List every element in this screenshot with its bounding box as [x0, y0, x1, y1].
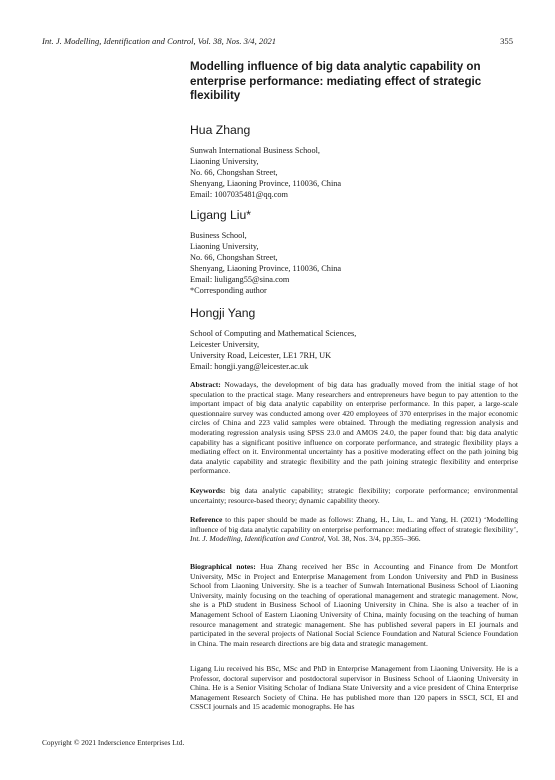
author-affiliation [190, 145, 518, 200]
biographical-notes-author-2 [190, 664, 518, 712]
affiliation-line: No. 66, Chongshan Street, [190, 168, 278, 178]
author-email: Email: hongji.yang@leicester.ac.uk [190, 362, 309, 372]
bio-label: Biographical notes: [190, 562, 256, 571]
bio-text: Ligang Liu received his BSc, MSc and PhD in Enterprise Management from Liaoning University. He is a Professor, doctoral supervisor and postdoctoral supervisor in Business School of Liaoning University in China. He is a Senior Visiting Scholar of Indiana State University and a vice president of China Enterprise Management Research Society of China. He has published more than 120 papers in SSCI, SCI, EI and CSSCI journals and 15 academic monographs. He has [190, 664, 518, 712]
author-affiliation [190, 328, 518, 372]
affiliation-line: Liaoning University, [190, 242, 259, 252]
reference-text: to this paper should be made as follows: Zhang, H., Liu, L. and Yang, H. (2021) ‘Modelling influence of big data analytic capability on enterprise performance: mediating effect of strategic flexibility’, [190, 515, 518, 534]
affiliation-line: No. 66, Chongshan Street, [190, 253, 278, 263]
abstract-text: Nowadays, the development of big data has gradually moved from the initial stage of hot speculation to the practical stage. Many researchers and entrepreneurs have begun to pay attention to the important impact of big data analytic capability on enterprise performance. In this paper, a large-scale questionnaire survey was conducted among over 420 employees of 370 enterprises in the major economic circles of China and 223 valid samples were obtained. Through the mediating regression analysis and moderating regression analysis using SPSS 23.0 and AMOS 24.0, the paper found that: big data analytic capability has a significant positive influence on corporate performance, and strategic flexibility plays a mediating effect on it. Environmental uncertainty has a positive moderating effect on the path joining big data analytic capability and strategic flexibility and the path joining strategic flexibility and enterprise performance. [190, 380, 519, 476]
author-email: Email: liuligang55@sina.com [190, 275, 290, 285]
author-name: Hua Zhang [190, 123, 251, 137]
reference [190, 515, 518, 544]
affiliation-line: School of Computing and Mathematical Sciences, [190, 329, 357, 338]
affiliation-line: Liaoning University, [190, 157, 259, 167]
running-header [42, 36, 513, 46]
reference-label: Reference [190, 515, 223, 524]
bio-text: Hua Zhang received her BSc in Accounting and Finance from De Montfort University, MSc in Project and Enterprise Management from London University and PhD in Business School from Liaoning University. She is a teacher of Sunwah International Business School of Liaoning University, mainly focusing on the teaching of operational management and strategic management. Now, she is a PhD student in Business School of Liaoning University in China. She is also a teacher of in Management School of Eastern Liaoning University of China, mainly focusing on the teaching of human resource management and strategic management. She has published several papers in EI journals and participated in the several projects of National Social Science Foundation and Natural Science Foundation in China. The main research directions are big data and strategic management. [190, 562, 519, 648]
affiliation-line: Sunwah International Business School, [190, 146, 320, 155]
author-email: Email: 1007035481@qq.com [190, 190, 288, 200]
reference-pages: , Vol. 38, Nos. 3/4, pp.355–366. [323, 534, 421, 544]
author-name: Hongji Yang [190, 306, 256, 320]
abstract [190, 380, 518, 476]
author-affiliation [190, 230, 518, 297]
keywords-label: Keywords: [190, 486, 226, 495]
affiliation-line: University Road, Leicester, LE1 7RH, UK [190, 351, 332, 361]
affiliation-line: Business School, [190, 231, 247, 240]
keywords-text: big data analytic capability; strategic flexibility; corporate performance; environmental uncertainty; resource-based theory; dynamic capability theory. [190, 486, 518, 505]
biographical-notes [190, 562, 518, 648]
author-name: Ligang Liu* [190, 208, 251, 222]
journal-citation: Int. J. Modelling, Identification and Control, Vol. 38, Nos. 3/4, 2021 [42, 36, 277, 46]
affiliation-line: Shenyang, Liaoning Province, 110036, China [190, 264, 342, 274]
affiliation-line: Leicester University, [190, 340, 260, 350]
abstract-label: Abstract: [190, 380, 221, 389]
keywords [190, 486, 518, 505]
affiliation-line: Shenyang, Liaoning Province, 110036, China [190, 179, 342, 189]
copyright-footer: Copyright © 2021 Inderscience Enterprises Ltd. [42, 738, 185, 747]
reference-journal: Int. J. Modelling, Identification and Control [190, 534, 324, 544]
page-number: 355 [500, 36, 513, 46]
corresponding-author-note: *Corresponding author [190, 286, 267, 296]
paper-title: Modelling influence of big data analytic capability on enterprise performance: mediating effect of strategic flexibility [190, 60, 482, 103]
